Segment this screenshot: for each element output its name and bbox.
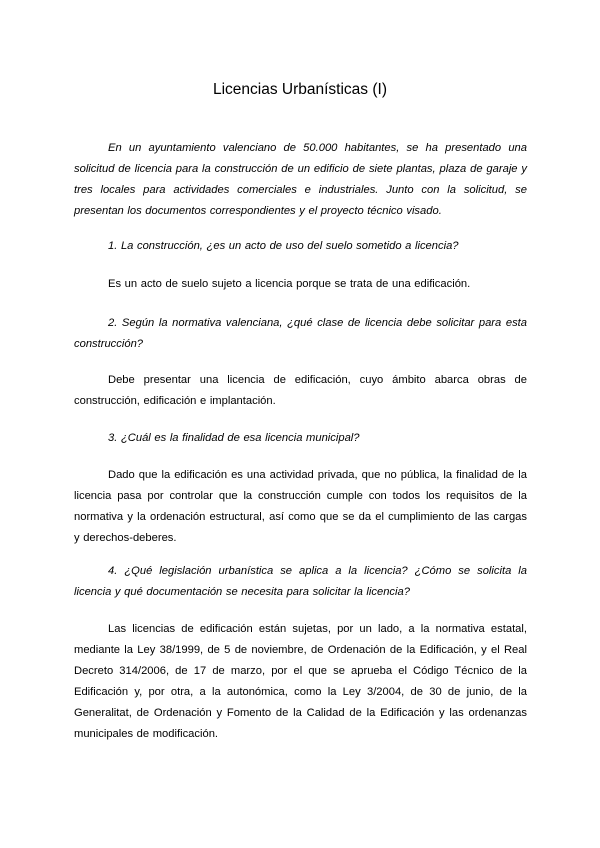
answer-2: Debe presentar una licencia de edificación, cuyo ámbito abarca obras de construcción, edificación e implantación. — [74, 374, 527, 407]
document-title: Licencias Urbanísticas (I) — [212, 81, 387, 98]
question-4: 4. ¿Qué legislación urbanística se aplica a la licencia? ¿Cómo se solicita la licencia y qué documentación se necesita para solicitar la licencia? — [74, 565, 527, 598]
question-2: 2. Según la normativa valenciana, ¿qué clase de licencia debe solicitar para esta construcción? — [74, 317, 527, 350]
answer-1: Es un acto de suelo sujeto a licencia porque se trata de una edificación. — [108, 278, 471, 290]
question-3: 3. ¿Cuál es la finalidad de esa licencia municipal? — [108, 432, 360, 444]
answer-4: Las licencias de edificación están sujetas, por un lado, a la normativa estatal, mediante la Ley 38/1999, de 5 de noviembre, de Ordenación de la Edificación, y el Real Decreto 314/2006, de 17 de marzo, por el que se aprueba el Código Técnico de la Edificación y, por otra, a la autonómica, como la Ley 3/2004, de 30 de junio, de la Generalitat, de Ordenación y Fomento de la Calidad de la Edificación y las ordenanzas municipales de modificación. — [74, 623, 527, 740]
answer-3: Dado que la edificación es una actividad privada, que no pública, la finalidad de la licencia pasa por controlar que la construcción cumple con todos los requisitos de la normativa y la ordenación estructural, así como que se da el cumplimiento de las cargas y derechos-deberes. — [74, 469, 527, 544]
intro-paragraph: En un ayuntamiento valenciano de 50.000 habitantes, se ha presentado una solicitud de licencia para la construcción de un edificio de siete plantas, plaza de garaje y tres locales para actividades comerciales e industriales. Junto con la solicitud, se presentan los documentos correspondientes y el proyecto técnico visado. — [74, 142, 527, 217]
question-1: 1. La construcción, ¿es un acto de uso del suelo sometido a licencia? — [108, 240, 459, 252]
